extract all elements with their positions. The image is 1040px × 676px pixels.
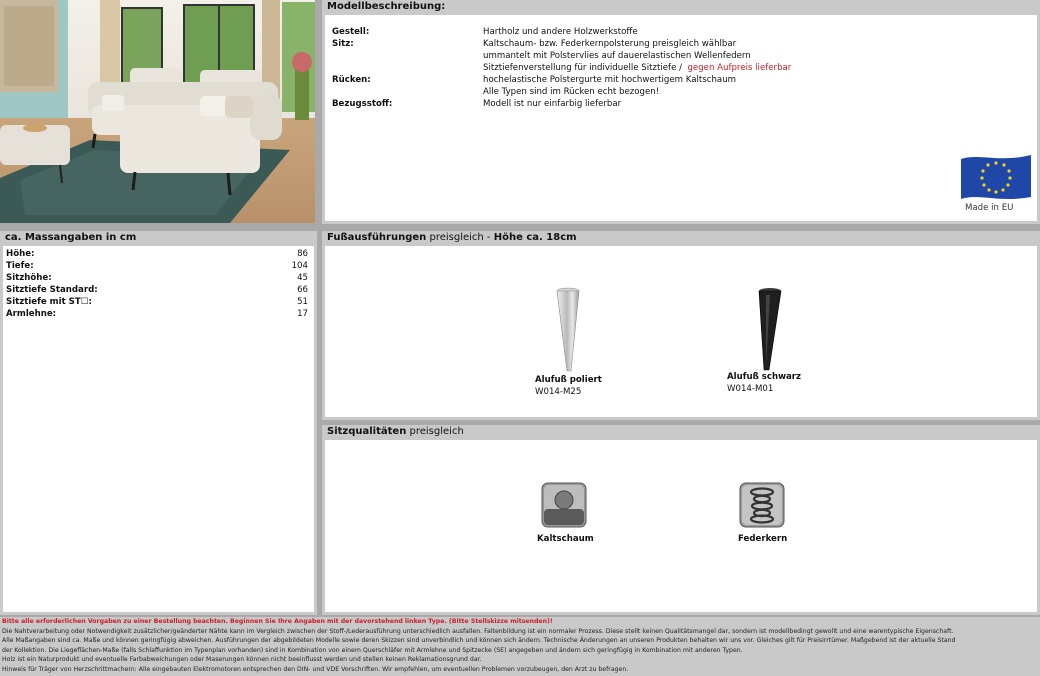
foot-option-black-code: W014-M01 bbox=[727, 384, 774, 394]
footer-note: Die Nahtverarbeitung oder Notwendigkeit zusätzlicher/geänderter Nähte kann im Vergleich zwischen der Stoff-/Lederausführung unterschiedlich ausfallen. Faltenbildung ist ein normaler Prozess. Diese stellt keinen Qualitätsmangel dar, sondern ist modellbedingt gewollt und eine warentypische Eigenschaft. bbox=[2, 627, 954, 635]
desc-label-ruecken: Rücken: bbox=[332, 75, 371, 85]
desc-value-gestell: Hartholz und andere Holzwerkstoffe bbox=[483, 27, 638, 37]
dimension-row-hoehe bbox=[6, 248, 308, 260]
dimension-row-armlehne bbox=[6, 308, 308, 320]
footer-notes bbox=[0, 617, 1040, 676]
desc-label-sitz: Sitz: bbox=[332, 39, 354, 49]
eu-flag-icon bbox=[959, 153, 1035, 203]
dimension-value: 104 bbox=[291, 261, 308, 271]
dimensions-panel bbox=[0, 231, 317, 615]
spring-core-icon bbox=[739, 482, 785, 528]
made-in-eu-badge bbox=[959, 153, 1035, 217]
polished-aluminium-foot-icon bbox=[554, 287, 582, 373]
dimension-row-sitztiefe-st bbox=[6, 296, 308, 308]
feet-body bbox=[325, 246, 1037, 417]
cold-foam-icon bbox=[541, 482, 587, 528]
seat-quality-header: Sitzqualitäten preisgleich bbox=[322, 425, 1040, 439]
foot-option-black-name: Alufuß schwarz bbox=[727, 372, 802, 382]
footer-order-notice: Bitte alle erforderlichen Vorgaben zu einer Bestellung beachten. Beginnen Sie Ihre Angaben mit der davorstehend linken Type. (Bitte Stellskizze mitsenden)! bbox=[2, 618, 553, 625]
surcharge-note: gegen Aufpreis lieferbar bbox=[687, 63, 792, 73]
product-photo bbox=[0, 0, 315, 223]
dimension-row-sitzhoehe bbox=[6, 272, 308, 284]
foot-option-polished-code: W014-M25 bbox=[535, 387, 582, 397]
seat-quality-body bbox=[325, 440, 1037, 612]
dimension-row-sitztiefe-standard bbox=[6, 284, 308, 296]
footer-note: Holz ist ein Naturprodukt und eventuelle Farbabweichungen oder Maserungen können nicht beeinflusst werden und stellen keinen Reklamationsgrund dar. bbox=[2, 656, 482, 664]
desc-value-bezugsstoff: Modell ist nur einfarbig lieferbar bbox=[483, 99, 622, 109]
seat-option-cold-foam: Kaltschaum bbox=[537, 534, 594, 544]
desc-sitztiefe-text: Sitztiefenverstellung für individuelle Sitztiefe / bbox=[483, 63, 682, 73]
foot-option-polished-name: Alufuß poliert bbox=[535, 375, 602, 385]
seat-option-spring-core: Federkern bbox=[738, 534, 788, 544]
dimension-label: Sitzhöhe: bbox=[6, 273, 52, 283]
black-aluminium-foot-icon bbox=[756, 287, 784, 371]
footer-note: Hinweis für Träger von Herzschrittmachern: Alle eingebauten Elektromotoren entsprechen den DIN- und VDE Vorschriften. Wir empfehlen, um eventuellen Problemen vorzubeugen, den Arzt zu befragen. bbox=[2, 666, 629, 673]
desc-label-bezugsstoff: Bezugsstoff: bbox=[332, 99, 393, 109]
sofa-room-image bbox=[0, 0, 315, 223]
dimension-label: Sitztiefe Standard: bbox=[6, 285, 98, 295]
footer-note: Alle Maßangaben sind ca. Maße und können geringfügig abweichen. Ausführungen der abgebildeten Modelle sowie deren Skizzen sind unverbindlich und können sich ändern. Technische Änderungen an unseren Produkten behalten wir uns vor. Gleiches gilt für Preisirrtümer. Maßgebend ist der aktuelle Stand bbox=[2, 637, 956, 645]
dimension-value: 86 bbox=[297, 249, 308, 259]
dimension-label: Armlehne: bbox=[6, 309, 57, 319]
dimensions-body bbox=[3, 246, 314, 612]
model-description-header: Modellbeschreibung: bbox=[322, 0, 1040, 14]
made-in-eu-label: Made in EU bbox=[965, 203, 1014, 213]
model-description-panel bbox=[322, 0, 1040, 224]
dimension-value: 17 bbox=[297, 309, 308, 319]
feet-header: Fußausführungen preisgleich - Höhe ca. 18cm bbox=[322, 231, 1040, 245]
desc-label-gestell: Gestell: bbox=[332, 27, 370, 37]
dimension-label: Tiefe: bbox=[6, 261, 34, 271]
dimension-value: 51 bbox=[297, 297, 308, 307]
feet-options-panel bbox=[322, 231, 1040, 420]
dimension-row-tiefe bbox=[6, 260, 308, 272]
dimension-label: Höhe: bbox=[6, 249, 35, 259]
footer-note: der Kollektion. Die Liegeflächen-Maße (falls Schlaffunktion im Typenplan vorhanden) sind in Kombination von einem Querschläfer mit Armlehne und Spitzecke (SE) angegeben und ändern sich geringfügig in Kombination mit anderen Typen. bbox=[2, 646, 743, 654]
desc-value-sitztiefe bbox=[483, 62, 791, 74]
dimension-value: 45 bbox=[297, 273, 308, 283]
seat-quality-panel bbox=[322, 425, 1040, 615]
dimension-value: 66 bbox=[297, 285, 308, 295]
model-description-body bbox=[325, 15, 1037, 221]
desc-value-sitz-2: ummantelt mit Polstervlies auf dauerelastischen Wellenfedern bbox=[483, 51, 751, 61]
desc-value-sitz-1: Kaltschaum- bzw. Federkernpolsterung preisgleich wählbar bbox=[483, 39, 737, 49]
desc-value-ruecken-2: Alle Typen sind im Rücken echt bezogen! bbox=[483, 87, 660, 97]
dimension-label: Sitztiefe mit ST☐: bbox=[6, 297, 92, 307]
desc-value-ruecken-1: hochelastische Polstergurte mit hochwertigem Kaltschaum bbox=[483, 75, 737, 85]
dimensions-header: ca. Massangaben in cm bbox=[0, 231, 317, 245]
